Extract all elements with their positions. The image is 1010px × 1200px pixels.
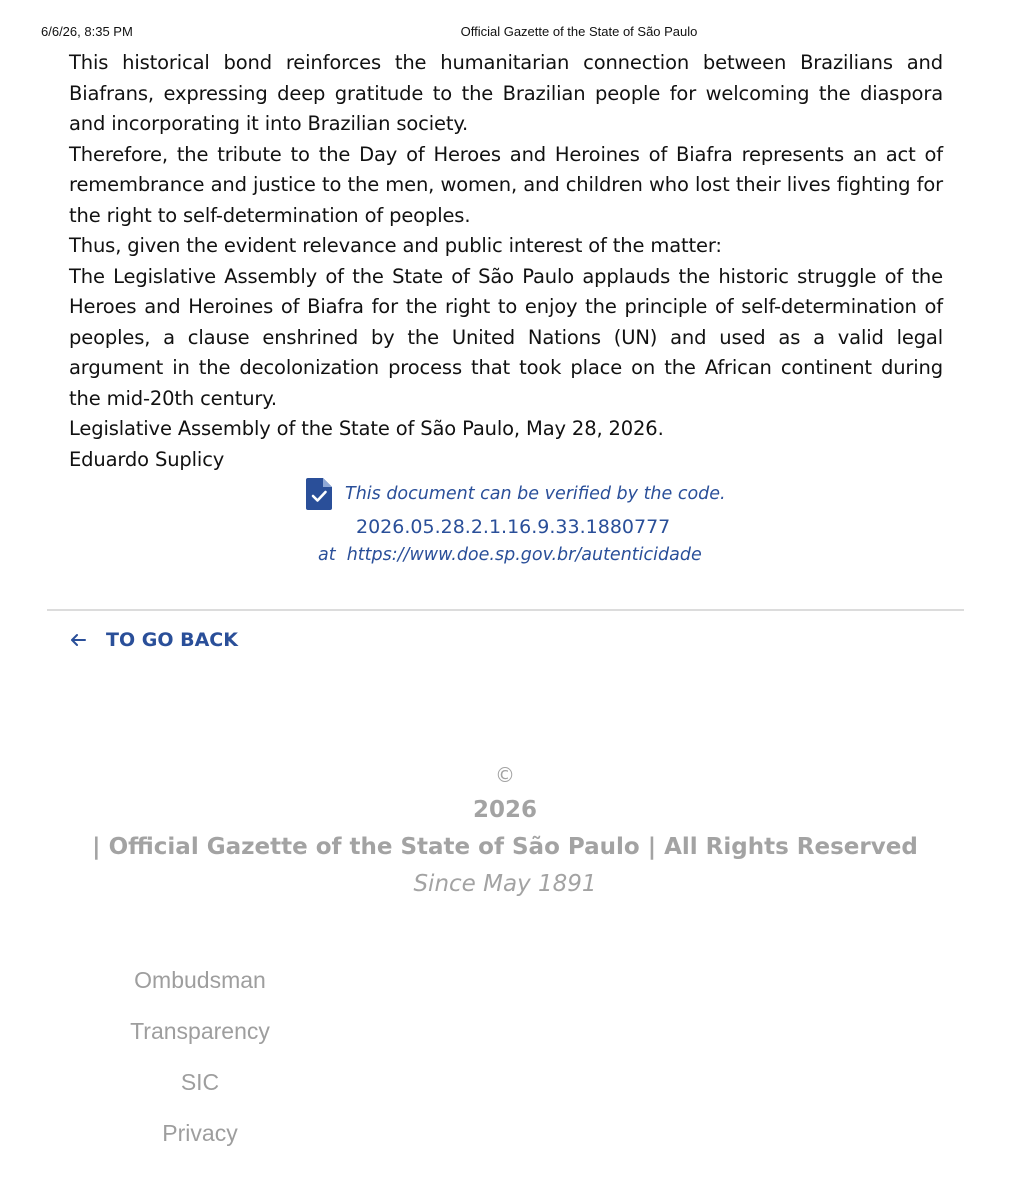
go-back-label: TO GO BACK	[106, 629, 238, 651]
print-timestamp: 6/6/26, 8:35 PM	[41, 24, 133, 39]
footer-link-privacy[interactable]: Privacy	[162, 1120, 238, 1146]
footer-links	[100, 966, 300, 1170]
paragraph: Therefore, the tribute to the Day of Heroes and Heroines of Biafra represents an act of remembrance and justice to the men, women, and children who lost their lives fighting for the right to self-determination of peoples.	[69, 142, 943, 227]
since-text: Since May 1891	[413, 871, 597, 897]
copyright-symbol: ©	[495, 763, 515, 787]
arrow-left-icon	[69, 631, 87, 649]
signature-name: Eduardo Suplicy	[69, 447, 225, 471]
verification-row	[306, 477, 726, 511]
footer-link-transparency[interactable]: Transparency	[130, 1018, 270, 1044]
verification-url[interactable]: at https://www.doe.sp.gov.br/autenticidade	[318, 545, 702, 565]
document-check-icon	[306, 478, 332, 510]
document-body	[69, 48, 943, 475]
copyright-year: 2026	[472, 797, 537, 823]
paragraph: This historical bond reinforces the humanitarian connection between Brazilians and Biafrans, expressing deep gratitude to the Brazilian people for welcoming the diaspora and incorporating it into Brazilian society.	[69, 51, 943, 135]
verification-text: This document can be verified by the code.	[345, 484, 726, 504]
go-back-link[interactable]	[69, 629, 238, 651]
footer-link-sic[interactable]: SIC	[180, 1069, 220, 1095]
rights-reserved-text: | Official Gazette of the State of São Paulo | All Rights Reserved	[92, 834, 918, 860]
divider	[47, 609, 964, 611]
paragraph: The Legislative Assembly of the State of São Paulo applauds the historic struggle of the Heroes and Heroines of Biafra for the right to enjoy the principle of self-determination of peoples, a clause enshrined by the United Nations (UN) and used as a valid legal argument in the decolonization process that took place on the African continent during the mid-20th century.	[69, 264, 943, 410]
paragraph: Thus, given the evident relevance and public interest of the matter:	[69, 234, 722, 257]
footer-link-ombudsman[interactable]: Ombudsman	[134, 967, 266, 993]
print-header	[0, 24, 1010, 42]
date-line: Legislative Assembly of the State of São Paulo, May 28, 2026.	[69, 417, 664, 440]
verification-code: 2026.05.28.2.1.16.9.33.1880777	[356, 516, 671, 538]
print-page-title: Official Gazette of the State of São Paulo	[460, 24, 698, 39]
